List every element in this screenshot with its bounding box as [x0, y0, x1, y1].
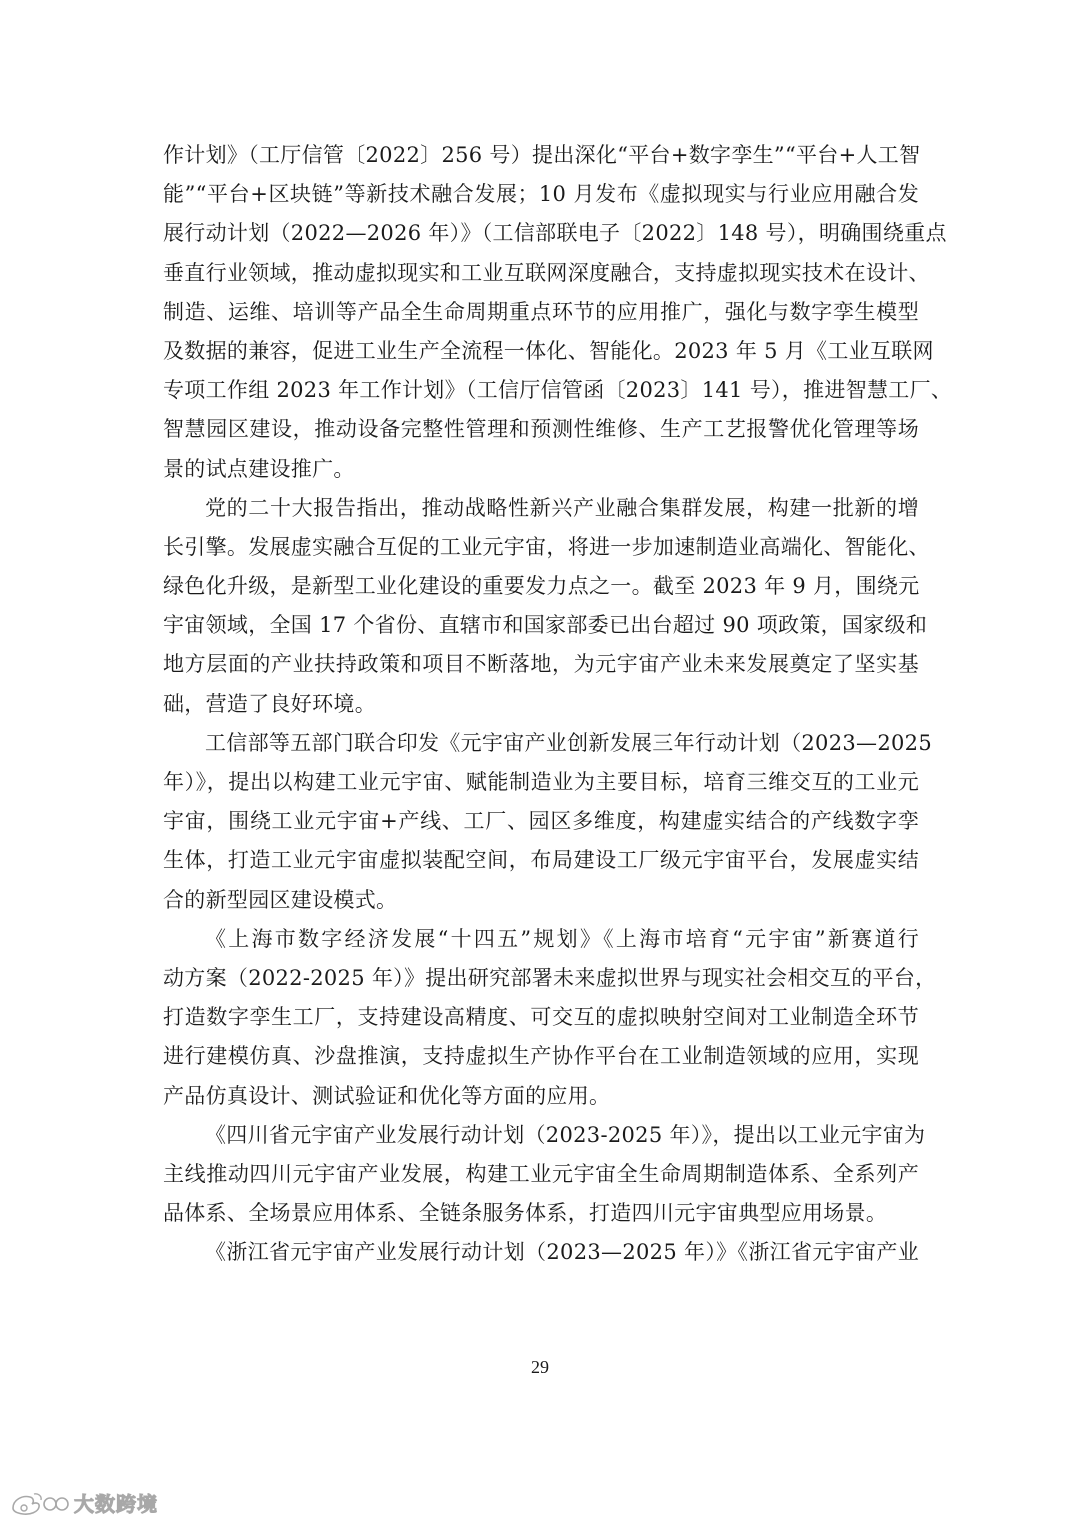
text-line: 智慧园区建设，推动设备完整性管理和预测性维修、生产工艺报警优化管理等场 — [163, 417, 919, 442]
text-line: 长引擎。发展虚实融合互促的工业元宇宙，将进一步加速制造业高端化、智能化、 — [163, 534, 930, 559]
paragraph-1 — [163, 136, 953, 489]
paragraph-4 — [163, 920, 937, 1116]
text-line: 作计划》（工厅信管〔2022〕256 号）提出深化“平台+数字孪生”“平台+人工智 — [163, 143, 921, 167]
text-line: 动方案（2022-2025 年）》提出研究部署未来虚拟世界与现实社会相交互的平台， — [163, 965, 937, 990]
text-line: 宇宙，围绕工业元宇宙+产线、工厂、园区多维度，构建虚实结合的产线数字孪 — [163, 809, 919, 834]
text-line: 《上海市数字经济发展“十四五”规划》《上海市培育“元宇宙”新赛道行 — [205, 926, 919, 951]
text-line: 础，营造了良好环境。 — [163, 691, 376, 716]
text-line: 生体，打造工业元宇宙虚拟装配空间，布局建设工厂级元宇宙平台，发展虚实结 — [163, 848, 919, 873]
text-line: 垂直行业领域，推动虚拟现实和工业互联网深度融合，支持虚拟现实技术在设计、 — [163, 260, 930, 285]
text-line: 主线推动四川元宇宙产业发展，构建工业元宇宙全生命周期制造体系、全系列产 — [163, 1161, 919, 1186]
paragraph-5 — [163, 1116, 926, 1234]
text-line: 制造、运维、培训等产品全生命周期重点环节的应用推广，强化与数字孪生模型 — [163, 299, 919, 324]
page-number: 29 — [531, 1357, 549, 1377]
text-line: 《浙江省元宇宙产业发展行动计划（2023—2025 年）》《浙江省元宇宙产业 — [205, 1240, 919, 1265]
text-line: 合的新型园区建设模式。 — [163, 887, 398, 912]
watermark — [10, 1488, 158, 1517]
text-line: 《四川省元宇宙产业发展行动计划（2023-2025 年）》，提出以工业元宇宙为 — [205, 1122, 926, 1147]
document-body — [163, 136, 953, 1272]
text-line: 景的试点建设推广。 — [163, 456, 355, 481]
paragraph-2 — [163, 489, 930, 724]
text-line: 宇宙领域，全国 17 个省份、直辖市和国家部委已出台超过 90 项政策，国家级和 — [163, 613, 928, 638]
text-line: 绿色化升级，是新型工业化建设的重要发力点之一。截至 2023 年 9 月，围绕元 — [163, 574, 920, 599]
text-line: 进行建模仿真、沙盘推演，支持虚拟生产协作平台在工业制造领域的应用，实现 — [163, 1044, 919, 1069]
text-line: 能”“平台+区块链”等新技术融合发展；10 月发布《虚拟现实与行业应用融合发 — [163, 182, 919, 207]
text-line: 专项工作组 2023 年工作计划》（工信厅信管函〔2023〕141 号），推进智慧工厂、 — [163, 378, 953, 403]
text-line: 年）》，提出以构建工业元宇宙、赋能制造业为主要目标，培育三维交互的工业元 — [163, 770, 919, 794]
text-line: 党的二十大报告指出，推动战略性新兴产业融合集群发展，构建一批新的增 — [205, 495, 919, 520]
paragraph-3 — [163, 724, 932, 920]
text-line: 打造数字孪生工厂，支持建设高精度、可交互的虚拟映射空间对工业制造全环节 — [163, 1005, 919, 1030]
text-line: 工信部等五部门联合印发《元宇宙产业创新发展三年行动计划（2023—2025 — [205, 730, 932, 755]
weibo-logo-icon — [10, 1490, 70, 1516]
paragraph-6 — [163, 1233, 919, 1272]
text-line: 品体系、全场景应用体系、全链条服务体系，打造四川元宇宙典型应用场景。 — [163, 1201, 888, 1226]
text-line: 产品仿真设计、测试验证和优化等方面的应用。 — [163, 1083, 611, 1108]
watermark-text: 大数跨境 — [74, 1492, 158, 1516]
text-line: 及数据的兼容，促进工业生产全流程一体化、智能化。2023 年 5 月《工业互联网 — [163, 338, 934, 363]
text-line: 地方层面的产业扶持政策和项目不断落地，为元宇宙产业未来发展奠定了坚实基 — [163, 652, 919, 677]
text-line: 展行动计划（2022—2026 年）》（工信部联电子〔2022〕148 号），明确围绕重点 — [163, 221, 947, 246]
